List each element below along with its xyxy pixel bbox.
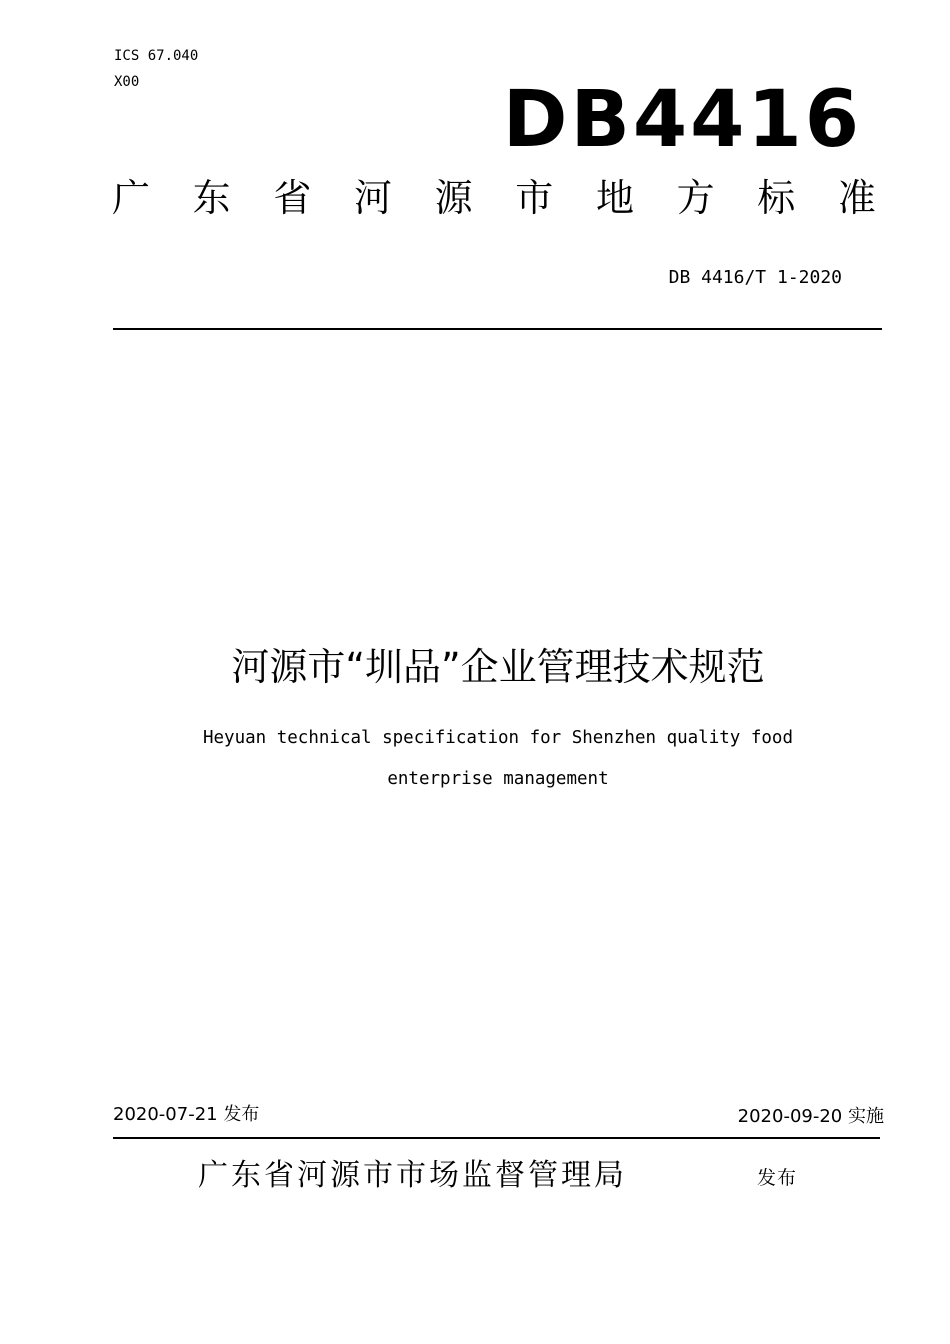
document-title-chinese: 河源市“圳品”企业管理技术规范 <box>231 645 765 689</box>
standard-type-char: 标 <box>757 176 796 220</box>
document-title-english-line2: enterprise management <box>387 769 609 789</box>
standard-number: DB 4416/T 1-2020 <box>668 267 842 288</box>
standard-type-char: 东 <box>192 176 231 220</box>
ics-code: ICS 67.040 <box>114 48 199 64</box>
standard-type-char: 河 <box>353 176 392 220</box>
standard-type-char: 广 <box>112 176 151 220</box>
category-code: X00 <box>114 74 140 90</box>
top-divider <box>113 328 882 330</box>
standard-type-char: 省 <box>273 176 312 220</box>
document-title-english-line1: Heyuan technical specification for Shenzhen quality food <box>202 728 793 748</box>
standard-type-heading <box>112 174 876 222</box>
standard-type-char: 方 <box>676 176 715 220</box>
publisher-name: 广东省河源市市场监督管理局 <box>198 1158 627 1193</box>
standard-logo-code: DB4416 <box>502 75 862 165</box>
bottom-divider <box>113 1137 880 1139</box>
standard-type-char: 地 <box>595 176 634 220</box>
implementation-date: 2020-09-20 实施 <box>737 1106 884 1127</box>
standard-type-char: 市 <box>515 176 554 220</box>
standard-type-char: 准 <box>837 176 876 220</box>
standard-type-char: 源 <box>434 176 473 220</box>
issue-date: 2020-07-21 发布 <box>113 1104 260 1125</box>
publisher-suffix: 发布 <box>757 1167 798 1189</box>
